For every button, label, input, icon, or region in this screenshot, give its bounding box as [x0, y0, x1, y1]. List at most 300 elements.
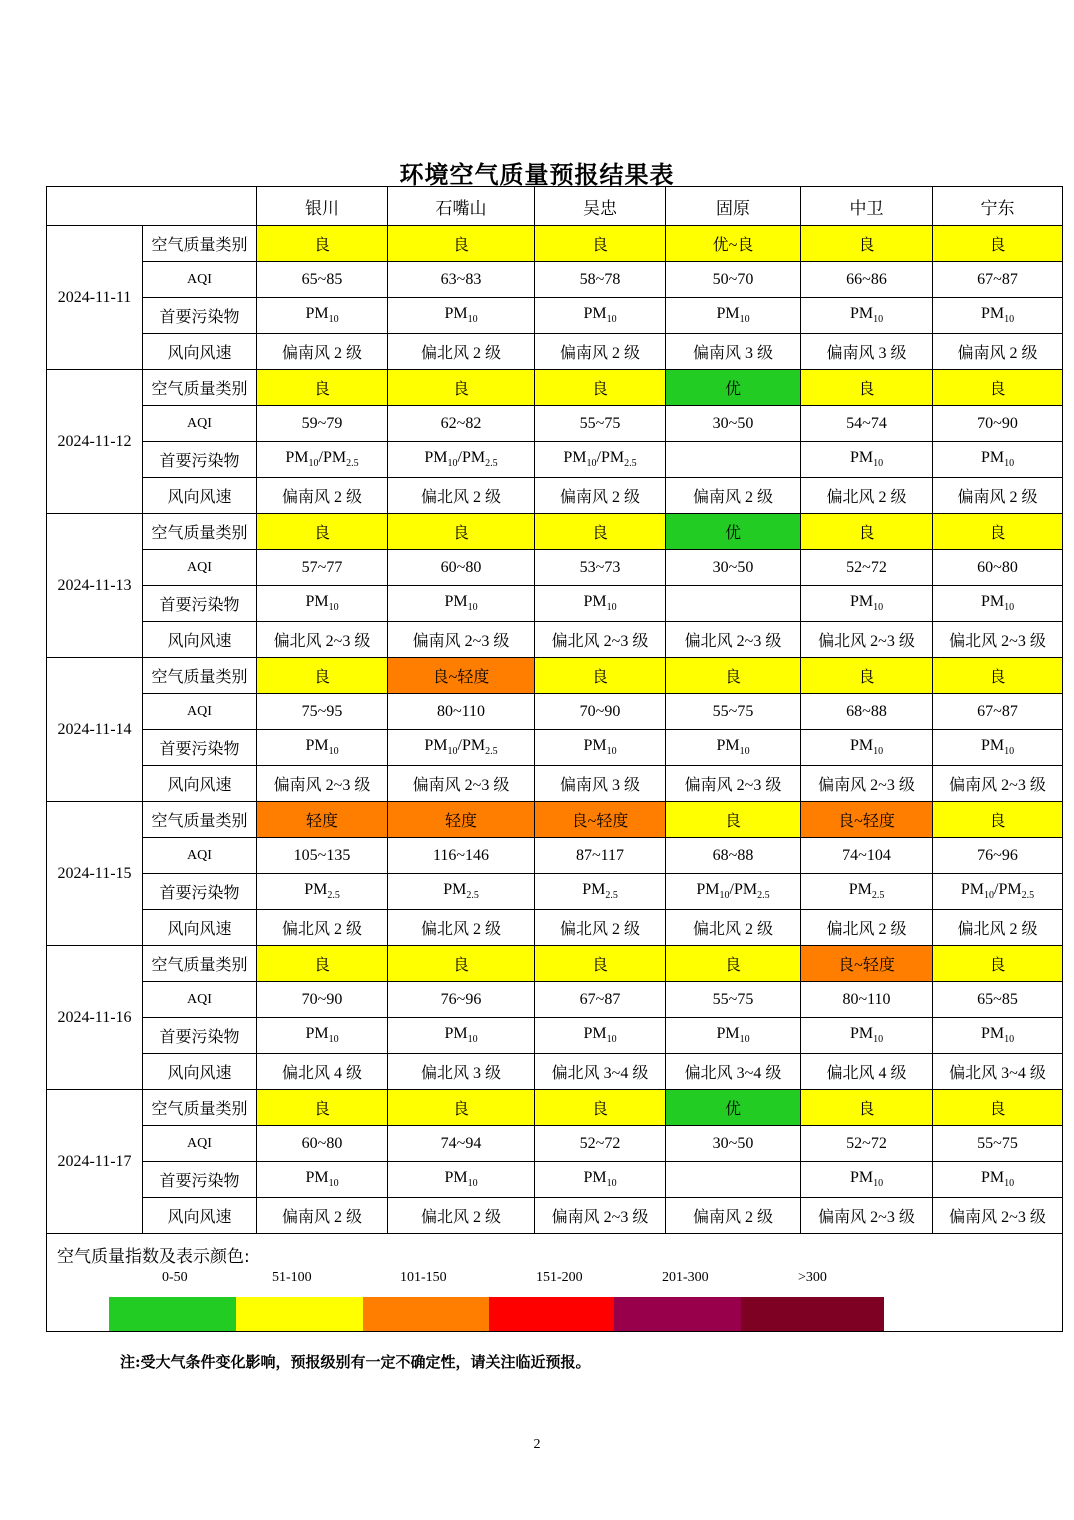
day-row-category: [47, 514, 1063, 550]
wind-cell: 偏北风 2 级: [257, 910, 388, 946]
pollutant-subscript: 2.5: [624, 458, 637, 470]
category-cell: 良: [257, 370, 388, 406]
pollutant-cell: [666, 730, 801, 766]
pollutant-subscript: 10: [1004, 314, 1015, 326]
legend-range-label: 151-200: [536, 1270, 583, 1285]
category-cell: 优: [666, 370, 801, 406]
pollutant-name: PM: [849, 305, 874, 323]
day-row-pollutant: [47, 298, 1063, 334]
aqi-cell: 55~75: [933, 1126, 1063, 1162]
wind-cell: 偏南风 2 级: [257, 1198, 388, 1234]
pollutant-subscript: 10: [328, 602, 339, 614]
pollutant-cell: [666, 1162, 801, 1198]
aqi-cell: 60~80: [388, 550, 535, 586]
category-cell: 良: [933, 514, 1063, 550]
aqi-cell: 75~95: [257, 694, 388, 730]
category-cell: 良: [388, 370, 535, 406]
pollutant-subscript: 2.5: [1021, 890, 1035, 902]
row-label: AQI: [143, 1126, 257, 1162]
row-label: 风向风速: [143, 1198, 257, 1234]
date-cell: 2024-11-13: [47, 514, 143, 658]
aqi-cell: 68~88: [666, 838, 801, 874]
category-cell: 轻度: [257, 802, 388, 838]
pollutant-cell: [933, 1018, 1063, 1054]
pollutant-cell: [257, 442, 388, 478]
day-row-pollutant: [47, 1018, 1063, 1054]
pollutant-name: PM: [424, 737, 448, 755]
pollutant-name: PM: [583, 737, 607, 755]
aqi-cell: 87~117: [535, 838, 666, 874]
city-header: 银川: [257, 187, 388, 226]
pollutant-subscript: 10: [1004, 1178, 1015, 1190]
row-label: 空气质量类别: [143, 658, 257, 694]
wind-cell: 偏南风 2~3 级: [257, 766, 388, 802]
category-cell: 良: [388, 226, 535, 262]
category-cell: 良: [933, 370, 1063, 406]
pollutant-cell: [801, 586, 933, 622]
pollutant-cell: [535, 442, 666, 478]
pollutant-subscript: 10: [328, 746, 339, 758]
legend-range-label: 101-150: [400, 1270, 447, 1285]
row-label: 空气质量类别: [143, 514, 257, 550]
aqi-cell: 30~50: [666, 406, 801, 442]
row-label: 空气质量类别: [143, 226, 257, 262]
pollutant-subscript: 10: [739, 1034, 750, 1046]
row-label: 风向风速: [143, 910, 257, 946]
pollutant-name: PM: [980, 1169, 1005, 1187]
legend-color-swatch: [236, 1297, 363, 1332]
legend: [47, 1234, 1061, 1331]
wind-cell: 偏南风 2~3 级: [933, 766, 1063, 802]
category-cell: 良~轻度: [388, 658, 535, 694]
aqi-cell: 76~96: [388, 982, 535, 1018]
pollutant-subscript: 2.5: [346, 458, 359, 470]
pollutant-name: PM: [980, 1025, 1005, 1043]
pollutant-subscript: 10: [308, 458, 319, 470]
pollutant-subscript: 2.5: [485, 746, 498, 758]
legend-range-label: 0-50: [162, 1270, 188, 1285]
category-cell: 良: [535, 514, 666, 550]
row-label: 风向风速: [143, 1054, 257, 1090]
row-label: AQI: [143, 406, 257, 442]
row-label: AQI: [143, 262, 257, 298]
pollutant-subscript: 10: [873, 314, 884, 326]
aqi-cell: 67~87: [933, 694, 1063, 730]
aqi-cell: 65~85: [257, 262, 388, 298]
day-row-category: [47, 946, 1063, 982]
pollutant-cell: [933, 874, 1063, 910]
pollutant-subscript: 10: [447, 458, 458, 470]
pollutant-subscript: 10: [467, 314, 478, 326]
wind-cell: 偏北风 2 级: [388, 1198, 535, 1234]
row-label: AQI: [143, 694, 257, 730]
aqi-cell: 52~72: [801, 1126, 933, 1162]
pollutant-cell: [666, 298, 801, 334]
header-row: [47, 187, 1063, 226]
day-row-wind: [47, 910, 1063, 946]
category-cell: 良: [535, 226, 666, 262]
pollutant-cell: [535, 1162, 666, 1198]
pollutant-name: PM: [696, 881, 720, 899]
pollutant-cell: [388, 874, 535, 910]
day-row-category: [47, 226, 1063, 262]
wind-cell: 偏北风 3~4 级: [933, 1054, 1063, 1090]
aqi-cell: 52~72: [535, 1126, 666, 1162]
pollutant-cell: [535, 874, 666, 910]
pollutant-subscript: 10: [739, 314, 750, 326]
category-cell: 良~轻度: [801, 802, 933, 838]
aqi-cell: 62~82: [388, 406, 535, 442]
category-cell: 良: [801, 1090, 933, 1126]
pollutant-subscript: 10: [873, 746, 884, 758]
wind-cell: 偏南风 3 级: [535, 766, 666, 802]
pollutant-cell: [801, 1162, 933, 1198]
pollutant-subscript: 10: [586, 458, 597, 470]
wind-cell: 偏南风 3 级: [666, 334, 801, 370]
pollutant-name: PM: [849, 737, 874, 755]
aqi-cell: 63~83: [388, 262, 535, 298]
day-row-pollutant: [47, 586, 1063, 622]
day-row-aqi: [47, 262, 1063, 298]
row-label: 空气质量类别: [143, 370, 257, 406]
row-label: 空气质量类别: [143, 946, 257, 982]
pollutant-name: /PM: [318, 449, 347, 467]
pollutant-subscript: 10: [873, 602, 884, 614]
pollutant-subscript: 10: [739, 746, 750, 758]
pollutant-name: /PM: [457, 449, 486, 467]
day-row-aqi: [47, 406, 1063, 442]
category-cell: 良: [933, 226, 1063, 262]
category-cell: 良: [388, 946, 535, 982]
wind-cell: 偏北风 2~3 级: [257, 622, 388, 658]
category-cell: 良: [933, 946, 1063, 982]
pollutant-cell: [257, 586, 388, 622]
category-cell: 良: [933, 802, 1063, 838]
row-label: 风向风速: [143, 622, 257, 658]
city-header: 中卫: [801, 187, 933, 226]
legend-range-label: 201-300: [662, 1270, 709, 1285]
pollutant-name: PM: [583, 593, 607, 611]
pollutant-subscript: 10: [984, 890, 995, 902]
wind-cell: 偏北风 2 级: [666, 910, 801, 946]
wind-cell: 偏北风 2 级: [801, 478, 933, 514]
category-cell: 良: [666, 802, 801, 838]
pollutant-name: PM: [304, 881, 328, 899]
header-corner: [47, 187, 257, 226]
date-cell: 2024-11-11: [47, 226, 143, 370]
day-row-category: [47, 802, 1063, 838]
category-cell: 优: [666, 514, 801, 550]
pollutant-name: /PM: [457, 737, 486, 755]
pollutant-cell: [535, 1018, 666, 1054]
pollutant-cell: [801, 1018, 933, 1054]
pollutant-cell: [801, 442, 933, 478]
pollutant-subscript: 10: [606, 314, 617, 326]
aqi-cell: 67~87: [933, 262, 1063, 298]
pollutant-subscript: 10: [873, 458, 884, 470]
pollutant-subscript: 2.5: [485, 458, 498, 470]
category-cell: 良: [933, 1090, 1063, 1126]
pollutant-name: PM: [305, 737, 329, 755]
pollutant-cell: [535, 730, 666, 766]
pollutant-name: /PM: [994, 881, 1022, 899]
pollutant-cell: [257, 730, 388, 766]
date-cell: 2024-11-12: [47, 370, 143, 514]
pollutant-name: PM: [849, 1025, 874, 1043]
pollutant-subscript: 10: [467, 1178, 478, 1190]
aqi-cell: 59~79: [257, 406, 388, 442]
aqi-cell: 70~90: [257, 982, 388, 1018]
wind-cell: 偏北风 3 级: [388, 1054, 535, 1090]
pollutant-subscript: 10: [719, 890, 730, 902]
category-cell: 良: [535, 658, 666, 694]
pollutant-name: PM: [980, 737, 1005, 755]
category-cell: 良: [933, 658, 1063, 694]
wind-cell: 偏南风 2~3 级: [535, 1198, 666, 1234]
pollutant-cell: [535, 298, 666, 334]
wind-cell: 偏北风 2 级: [388, 910, 535, 946]
date-cell: 2024-11-14: [47, 658, 143, 802]
legend-range-label: >300: [798, 1270, 827, 1285]
day-row-wind: [47, 766, 1063, 802]
category-cell: 良~轻度: [535, 802, 666, 838]
aqi-cell: 76~96: [933, 838, 1063, 874]
pollutant-name: PM: [849, 1169, 874, 1187]
day-row-aqi: [47, 550, 1063, 586]
pollutant-cell: [257, 1162, 388, 1198]
category-cell: 良: [666, 658, 801, 694]
pollutant-subscript: 10: [873, 1178, 884, 1190]
pollutant-cell: [388, 730, 535, 766]
legend-range-label: 51-100: [272, 1270, 312, 1285]
day-row-pollutant: [47, 442, 1063, 478]
category-cell: 良: [257, 226, 388, 262]
pollutant-name: PM: [583, 1169, 607, 1187]
wind-cell: 偏北风 4 级: [801, 1054, 933, 1090]
legend-color-swatch: [741, 1297, 884, 1332]
aqi-cell: 67~87: [535, 982, 666, 1018]
pollutant-subscript: 10: [873, 1034, 884, 1046]
pollutant-subscript: 10: [467, 1034, 478, 1046]
wind-cell: 偏南风 2 级: [933, 334, 1063, 370]
pollutant-cell: [801, 730, 933, 766]
category-cell: 良: [257, 1090, 388, 1126]
legend-row: [47, 1234, 1063, 1332]
pollutant-cell: [388, 1018, 535, 1054]
aqi-cell: 54~74: [801, 406, 933, 442]
pollutant-cell: [535, 586, 666, 622]
row-label: 空气质量类别: [143, 802, 257, 838]
row-label: 首要污染物: [143, 874, 257, 910]
row-label: AQI: [143, 838, 257, 874]
day-row-aqi: [47, 1126, 1063, 1162]
category-cell: 良: [257, 658, 388, 694]
category-cell: 良: [535, 1090, 666, 1126]
row-label: 首要污染物: [143, 1162, 257, 1198]
legend-color-swatch: [489, 1297, 614, 1332]
day-row-pollutant: [47, 730, 1063, 766]
legend-cell: [47, 1234, 1063, 1332]
wind-cell: 偏南风 2~3 级: [801, 1198, 933, 1234]
category-cell: 良: [801, 370, 933, 406]
aqi-cell: 57~77: [257, 550, 388, 586]
pollutant-name: PM: [443, 881, 467, 899]
pollutant-cell: [257, 874, 388, 910]
row-label: 首要污染物: [143, 1018, 257, 1054]
aqi-cell: 30~50: [666, 550, 801, 586]
forecast-note: 注:受大气条件变化影响，预报级别有一定不确定性，请关注临近预报。: [120, 1353, 591, 1371]
wind-cell: 偏南风 2 级: [257, 334, 388, 370]
day-row-pollutant: [47, 1162, 1063, 1198]
category-cell: 良: [801, 226, 933, 262]
day-row-aqi: [47, 838, 1063, 874]
day-row-pollutant: [47, 874, 1063, 910]
pollutant-name: PM: [305, 593, 329, 611]
pollutant-name: PM: [285, 449, 309, 467]
date-cell: 2024-11-17: [47, 1090, 143, 1234]
pollutant-subscript: 10: [328, 1034, 339, 1046]
aqi-cell: 55~75: [666, 982, 801, 1018]
legend-title: 空气质量指数及表示颜色:: [57, 1247, 250, 1267]
pollutant-name: PM: [716, 305, 740, 323]
wind-cell: 偏南风 3 级: [801, 334, 933, 370]
pollutant-cell: [388, 1162, 535, 1198]
category-cell: 良: [666, 946, 801, 982]
pollutant-name: PM: [305, 305, 329, 323]
day-row-wind: [47, 334, 1063, 370]
pollutant-cell: [666, 1018, 801, 1054]
pollutant-subscript: 2.5: [757, 890, 770, 902]
aqi-cell: 58~78: [535, 262, 666, 298]
row-label: AQI: [143, 550, 257, 586]
pollutant-name: PM: [444, 1025, 468, 1043]
pollutant-subscript: 10: [1004, 602, 1015, 614]
wind-cell: 偏北风 3~4 级: [666, 1054, 801, 1090]
aqi-cell: 55~75: [535, 406, 666, 442]
aqi-cell: 105~135: [257, 838, 388, 874]
category-cell: 优~良: [666, 226, 801, 262]
wind-cell: 偏南风 2 级: [257, 478, 388, 514]
category-cell: 良: [257, 514, 388, 550]
pollutant-name: PM: [849, 593, 874, 611]
row-label: 首要污染物: [143, 586, 257, 622]
aqi-cell: 65~85: [933, 982, 1063, 1018]
aqi-cell: 70~90: [535, 694, 666, 730]
wind-cell: 偏北风 4 级: [257, 1054, 388, 1090]
row-label: 风向风速: [143, 766, 257, 802]
pollutant-cell: [801, 298, 933, 334]
wind-cell: 偏北风 2~3 级: [933, 622, 1063, 658]
wind-cell: 偏北风 2 级: [388, 478, 535, 514]
pollutant-subscript: 10: [1004, 746, 1015, 758]
day-row-wind: [47, 478, 1063, 514]
row-label: 首要污染物: [143, 442, 257, 478]
page-number: 2: [533, 1437, 541, 1452]
pollutant-cell: [666, 586, 801, 622]
aqi-cell: 66~86: [801, 262, 933, 298]
pollutant-cell: [933, 1162, 1063, 1198]
pollutant-name: PM: [444, 305, 468, 323]
wind-cell: 偏南风 2~3 级: [388, 766, 535, 802]
city-header: 宁东: [933, 187, 1063, 226]
pollutant-cell: [257, 298, 388, 334]
wind-cell: 偏北风 2~3 级: [801, 622, 933, 658]
pollutant-name: PM: [444, 593, 468, 611]
wind-cell: 偏北风 3~4 级: [535, 1054, 666, 1090]
pollutant-cell: [933, 298, 1063, 334]
pollutant-name: PM: [716, 1025, 740, 1043]
legend-color-swatch: [109, 1297, 236, 1332]
date-cell: 2024-11-16: [47, 946, 143, 1090]
pollutant-subscript: 10: [606, 746, 617, 758]
city-header: 固原: [666, 187, 801, 226]
day-row-wind: [47, 1198, 1063, 1234]
day-row-category: [47, 658, 1063, 694]
wind-cell: 偏南风 2~3 级: [666, 766, 801, 802]
wind-cell: 偏南风 2 级: [535, 334, 666, 370]
wind-cell: 偏北风 2 级: [933, 910, 1063, 946]
pollutant-name: PM: [980, 593, 1005, 611]
pollutant-cell: [388, 586, 535, 622]
pollutant-name: PM: [716, 737, 740, 755]
pollutant-name: PM: [583, 1025, 607, 1043]
day-row-category: [47, 370, 1063, 406]
wind-cell: 偏南风 2~3 级: [801, 766, 933, 802]
row-label: 风向风速: [143, 334, 257, 370]
wind-cell: 偏南风 2~3 级: [388, 622, 535, 658]
pollutant-cell: [388, 298, 535, 334]
aqi-cell: 60~80: [933, 550, 1063, 586]
pollutant-cell: [666, 874, 801, 910]
pollutant-cell: [933, 442, 1063, 478]
wind-cell: 偏南风 2 级: [535, 478, 666, 514]
wind-cell: 偏北风 2~3 级: [535, 622, 666, 658]
wind-cell: 偏北风 2 级: [801, 910, 933, 946]
pollutant-subscript: 10: [328, 1178, 339, 1190]
day-row-category: [47, 1090, 1063, 1126]
pollutant-name: PM: [848, 881, 872, 899]
category-cell: 良: [388, 514, 535, 550]
category-cell: 良: [257, 946, 388, 982]
category-cell: 良: [388, 1090, 535, 1126]
aqi-cell: 74~104: [801, 838, 933, 874]
category-cell: 良: [535, 370, 666, 406]
row-label: 首要污染物: [143, 730, 257, 766]
category-cell: 优: [666, 1090, 801, 1126]
row-label: 风向风速: [143, 478, 257, 514]
day-row-wind: [47, 622, 1063, 658]
pollutant-name: PM: [305, 1169, 329, 1187]
pollutant-cell: [933, 730, 1063, 766]
pollutant-name: PM: [444, 1169, 468, 1187]
pollutant-name: PM: [582, 881, 606, 899]
pollutant-subscript: 2.5: [871, 890, 885, 902]
pollutant-subscript: 10: [1004, 1034, 1015, 1046]
legend-color-swatch: [614, 1297, 741, 1332]
pollutant-name: PM: [849, 449, 874, 467]
pollutant-name: PM: [960, 881, 985, 899]
pollutant-subscript: 10: [328, 314, 339, 326]
day-row-aqi: [47, 982, 1063, 1018]
pollutant-cell: [666, 442, 801, 478]
pollutant-subscript: 2.5: [605, 890, 618, 902]
page-title: 环境空气质量预报结果表: [399, 161, 675, 189]
forecast-table: [46, 186, 1063, 1332]
pollutant-subscript: 10: [606, 602, 617, 614]
wind-cell: 偏南风 2~3 级: [933, 1198, 1063, 1234]
pollutant-subscript: 10: [606, 1034, 617, 1046]
pollutant-subscript: 2.5: [327, 890, 340, 902]
